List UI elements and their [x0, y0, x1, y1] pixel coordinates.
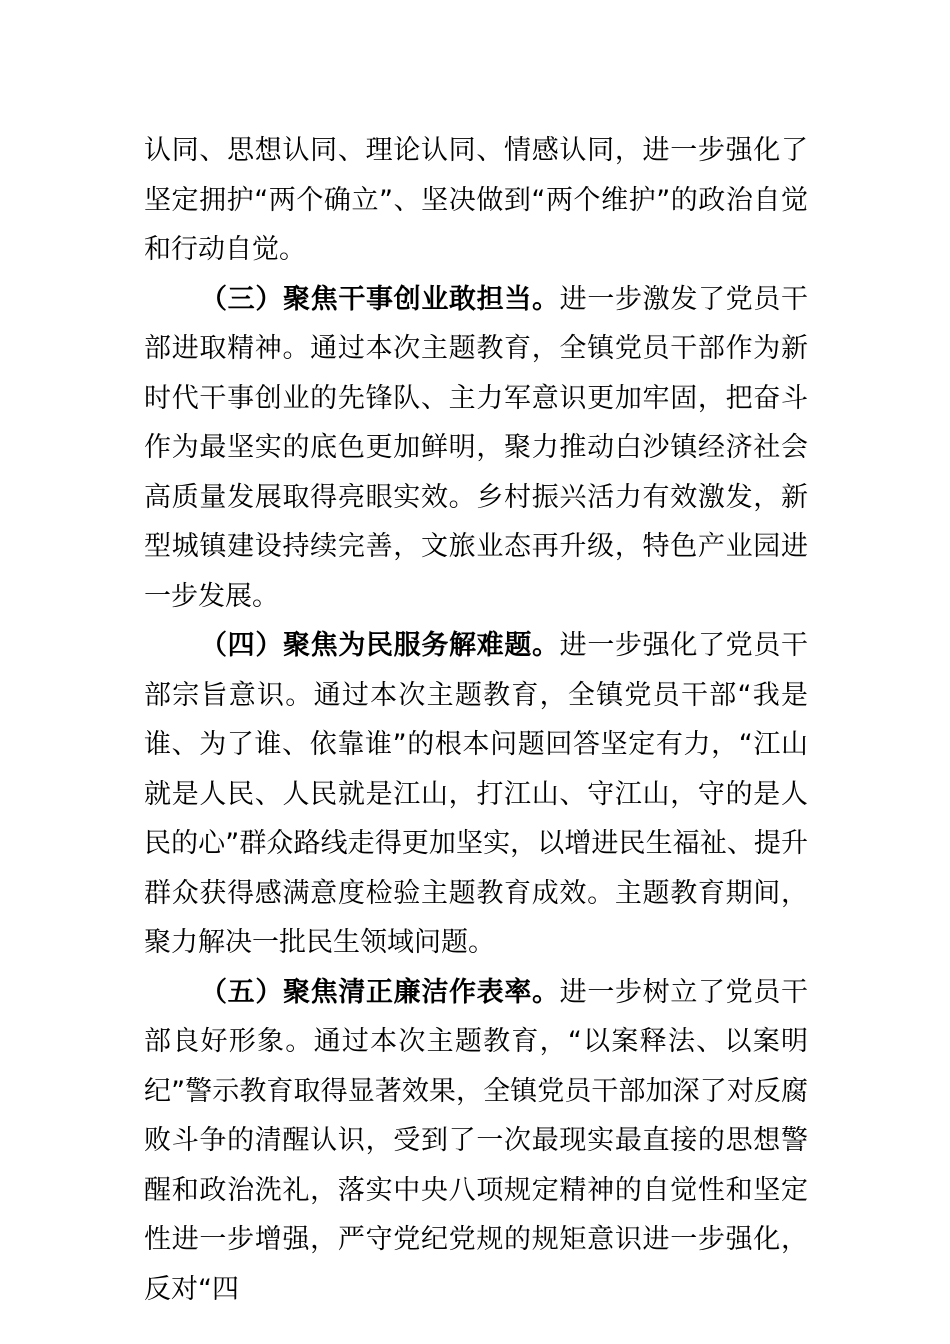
paragraph-text: 认同、思想认同、理论认同、情感认同，进一步强化了坚定拥护“两个确立”、坚决做到“两个维护”的政治自觉和行动自觉。 [144, 135, 808, 265]
section-heading-4: （四）聚焦为民服务解难题。 [200, 630, 560, 661]
paragraph-text: 进一步强化了党员干部宗旨意识。通过本次主题教育，全镇党员干部“我是谁、为了谁、依靠谁”的根本问题回答坚定有力，“江山就是人民、人民就是江山，打江山、守江山，守的是人民的心”群众路线走得更加坚实，以增进民生福祉、提升群众获得感满意度检验主题教育成效。主题教育期间，聚力解决一批民生领域问题。 [144, 630, 809, 958]
paragraph-section-4 [144, 621, 808, 968]
paragraph-section-5 [144, 968, 808, 1315]
paragraph-text: 进一步激发了党员干部进取精神。通过本次主题教育，全镇党员干部作为新时代干事创业的先锋队、主力军意识更加牢固，把奋斗作为最坚实的底色更加鲜明，聚力推动白沙镇经济社会高质量发展取得亮眼实效。乡村振兴活力有效激发，新型城镇建设持续完善，文旅业态再升级，特色产业园进一步发展。 [144, 283, 809, 612]
paragraph-text: 进一步树立了党员干部良好形象。通过本次主题教育，“以案释法、以案明纪”警示教育取得显著效果，全镇党员干部加深了对反腐败斗争的清醒认识，受到了一次最现实最直接的思想警醒和政治洗礼，落实中央八项规定精神的自觉性和坚定性进一步增强，严守党纪党规的规矩意识进一步强化，反对“四 [144, 976, 809, 1305]
paragraph-continuation [144, 126, 808, 275]
section-heading-3: （三）聚焦干事创业敢担当。 [200, 283, 560, 315]
document-body [144, 126, 808, 1314]
section-heading-5: （五）聚焦清正廉洁作表率。 [200, 976, 560, 1008]
paragraph-section-3 [144, 275, 808, 622]
